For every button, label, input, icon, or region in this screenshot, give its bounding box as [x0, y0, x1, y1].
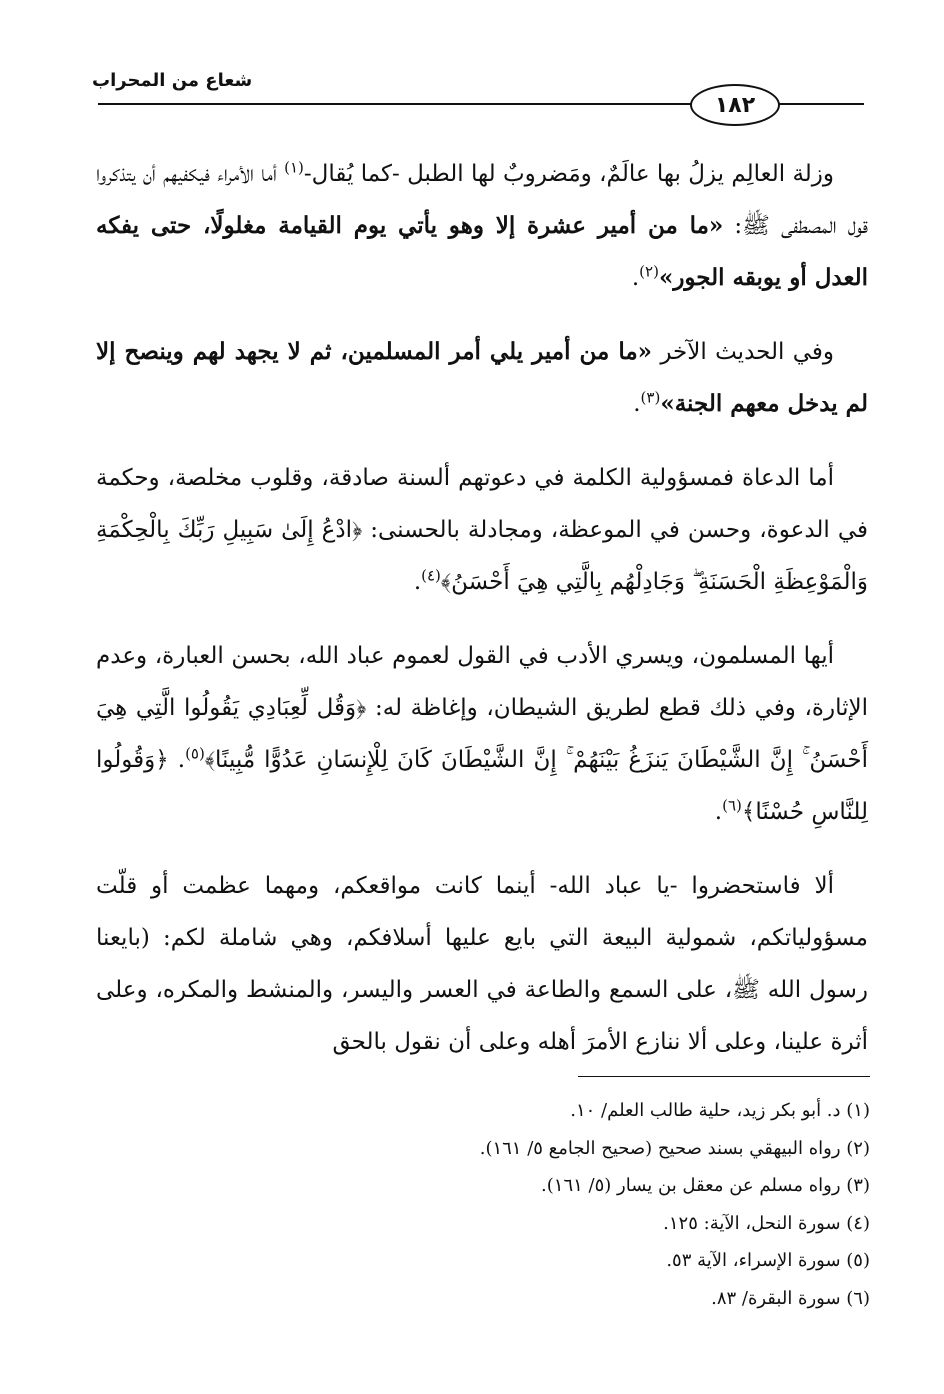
footnote-3: (٣) رواه مسلم عن معقل بن يسار (٥/ ١٦١).: [541, 1175, 870, 1196]
page-number: ١٨٢: [690, 84, 780, 126]
quran-verse: ﴿وَقُل لِّعِبَادِي يَقُولُوا الَّتِي هِيَ أَحْسَنُ ۚ إِنَّ الشَّيْطَانَ يَنزَغُ بَيْنَهُمْ ۚ إِنَّ الشَّيْطَانَ كَانَ لِلْإِنسَانِ عَدُوًّا مُّبِينًا﴾: [96, 695, 869, 773]
footnote-ref-5: (٥): [185, 744, 205, 763]
header-rule: [98, 103, 698, 105]
paragraph-4: [96, 630, 868, 838]
paragraph-2: [96, 326, 868, 430]
period: .: [168, 747, 186, 773]
period: .: [413, 569, 422, 595]
hadith-quote: «ما من أمير عشرة إلا وهو يأتي يوم القيامة مغلولًا، حتى يفكه العدل أو يوبقه الجور»: [96, 212, 868, 291]
quran-verse: ﴿وَقُولُوا لِلنَّاسِ حُسْنًا﴾: [96, 747, 868, 825]
paragraph-text: أما الدعاة فمسؤولية الكلمة في دعوتهم ألسنة صادقة، وقلوب مخلصة، وحكمة في الدعوة، وحسن في الموعظة، ومجادلة بالحسنى:: [96, 465, 868, 543]
period: .: [714, 799, 723, 825]
body-text: [96, 148, 868, 1090]
paragraph-text: وفي الحديث الآخر: [652, 339, 834, 365]
footnote-ref-3: (٣): [640, 388, 661, 407]
footnote-6: (٦) سورة البقرة/ ٨٣.: [711, 1287, 870, 1309]
footnote-ref-1: (١): [284, 158, 304, 177]
book-title: شعاع من المحراب: [92, 70, 253, 91]
period: .: [631, 265, 640, 291]
paragraph-text: ألا فاستحضروا -يا عباد الله- أينما كانت مواقعكم، ومهما عظمت أو قلّت مسؤولياتكم، شمولية البيعة التي بايع عليها أسلافكم، وهي شاملة لكم: (بايعنا رسول الله ﷺ، على السمع والطاعة في العسر واليسر، والمنشط والمكره، وعلى أثرة علينا، وعلى ألا ننازع الأمرَ أهله وعلى أن نقول بالحق: [96, 873, 868, 1055]
paragraph-text: وزلة العالِم يزلُ بها عالَمٌ، ومَضروبٌ لها الطبل -كما يُقال-: [303, 161, 834, 187]
footnote-5: (٥) سورة الإسراء، الآية ٥٣.: [666, 1250, 870, 1271]
footnote-1: (١) د. أبو بكر زيد، حلية طالب العلم/ ١٠.: [570, 1100, 870, 1121]
quran-verse: ﴿ادْعُ إِلَىٰ سَبِيلِ رَبِّكَ بِالْحِكْمَةِ وَالْمَوْعِظَةِ الْحَسَنَةِ ۖ وَجَادِلْهُم بِالَّتِي هِيَ أَحْسَنُ﴾: [96, 517, 868, 595]
paragraph-3: [96, 452, 868, 608]
footnote-ref-2: (٢): [639, 262, 659, 281]
footnote-4: (٤) سورة النحل، الآية: ١٢٥.: [663, 1212, 870, 1234]
footnote-rule: [578, 1076, 870, 1077]
paragraph-text: أيها المسلمون، ويسري الأدب في القول لعموم عباد الله، بحسن العبارة، وعدم الإثارة، وفي ذلك قطع لطريق الشيطان، وإغاظة له:: [96, 643, 868, 721]
footnote-ref-4: (٤): [421, 566, 441, 585]
footnote-ref-6: (٦): [722, 796, 742, 815]
footnote-2: (٢) رواه البيهقي بسند صحيح (صحيح الجامع ٥/ ١٦١).: [479, 1137, 870, 1159]
header-rule-right: [776, 103, 864, 105]
paragraph-1: [96, 148, 868, 304]
hadith-quote: «ما من أمير يلي أمر المسلمين، ثم لا يجهد لهم وينصح إلا لم يدخل معهم الجنة»: [96, 338, 868, 417]
paragraph-5: [96, 860, 868, 1068]
paragraph-text: أما الأمراء فيكفيهم أن يتذكروا قول المصطفى ﷺ:: [96, 161, 868, 239]
footnotes: [300, 1092, 870, 1317]
period: .: [633, 391, 641, 417]
